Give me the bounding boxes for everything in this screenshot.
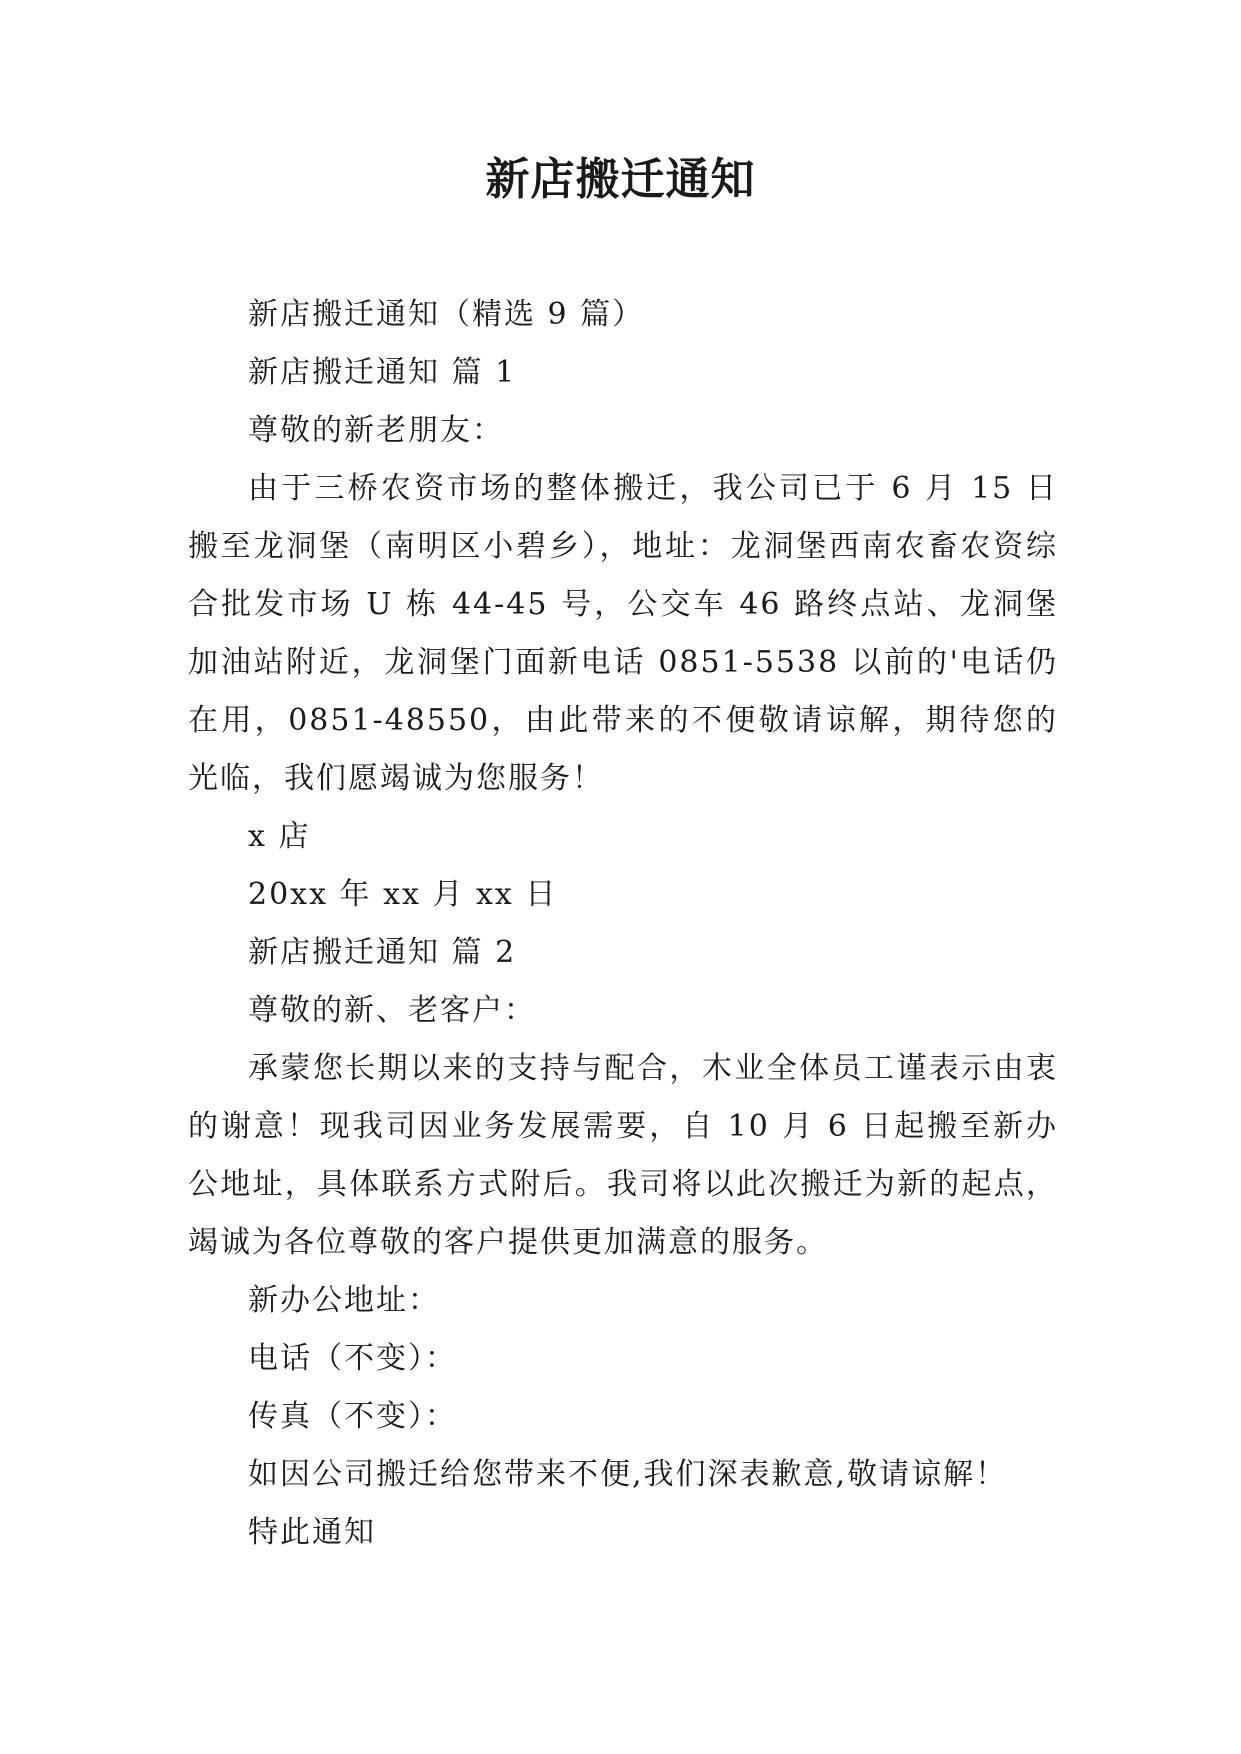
article-1-signature: x 店	[248, 819, 311, 854]
article-1-salutation: 尊敬的新老朋友：	[248, 413, 504, 448]
article-2-salutation: 尊敬的新、老客户：	[248, 993, 536, 1028]
document-title: 新店搬迁通知	[485, 154, 756, 205]
article-1-body: 由于三桥农资市场的整体搬迁，我公司已于 6 月 15 日搬至龙洞堡（南明区小碧乡），地址：龙洞堡西南农畜农资综合批发市场 U 栋 44-45 号，公交车 46 路终点站、龙洞堡加油站附近，龙洞堡门面新电话 0851-5538 以前的'电话仍在用，0851-48550，由此带来的不便敬请谅解，期待您的光临，我们愿竭诚为您服务！	[188, 471, 1058, 796]
article-2-heading: 新店搬迁通知 篇 2	[248, 935, 517, 970]
closing-line: 特此通知	[248, 1515, 376, 1550]
subtitle-selected-articles: 新店搬迁通知（精选 9 篇）	[248, 297, 645, 332]
article-1-heading: 新店搬迁通知 篇 1	[248, 355, 517, 390]
document-body	[188, 286, 1058, 1562]
apology-line: 如因公司搬迁给您带来不便,我们深表歉意,敬请谅解！	[248, 1457, 1008, 1492]
phone-line: 电话（不变）：	[248, 1341, 457, 1376]
article-2-body: 承蒙您长期以来的支持与配合，木业全体员工谨表示由衷的谢意！现我司因业务发展需要，自 10 月 6 日起搬至新办公地址，具体联系方式附后。我司将以此次搬迁为新的起点，竭诚为各位尊敬的客户提供更加满意的服务。	[188, 1051, 1058, 1260]
article-1-date: 20xx 年 xx 月 xx 日	[248, 877, 558, 912]
new-office-address: 新办公地址：	[248, 1283, 440, 1318]
fax-line: 传真（不变）：	[248, 1399, 457, 1434]
